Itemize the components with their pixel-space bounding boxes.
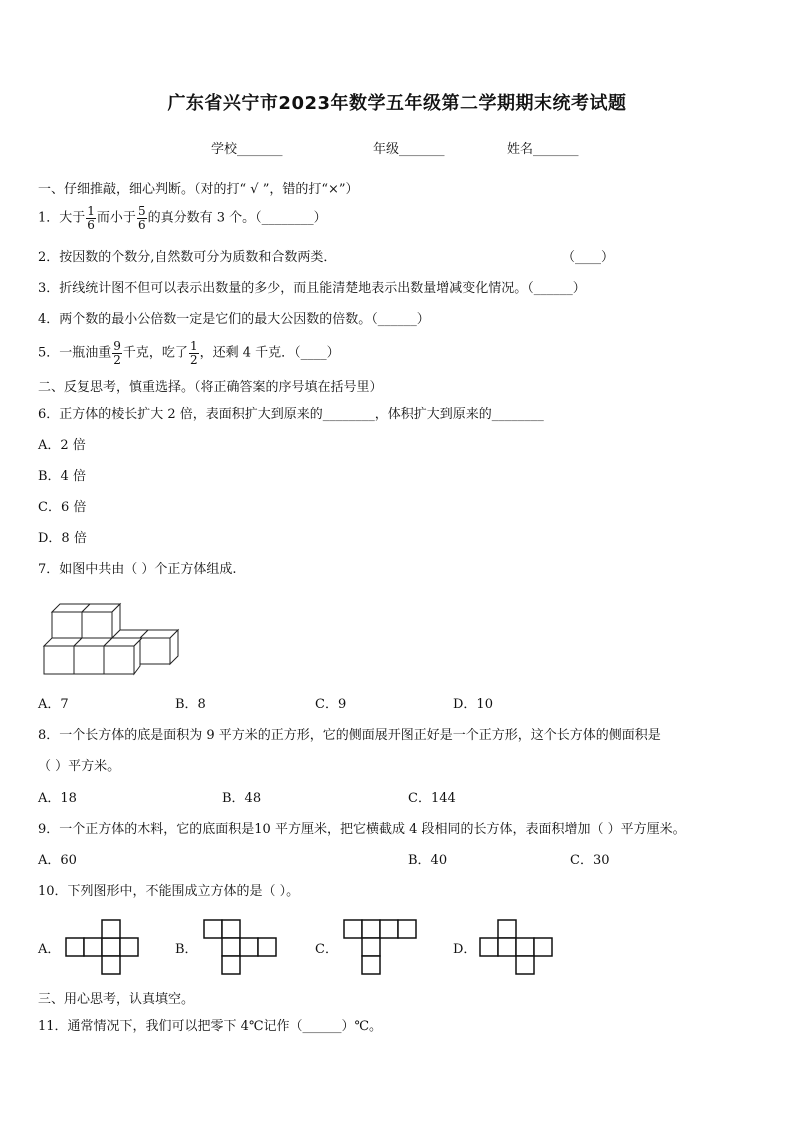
question-2-blank: （____） — [562, 250, 615, 265]
name-field: 姓名_______ — [507, 142, 579, 157]
q10-option-d: D． — [453, 942, 477, 957]
q7-option-d: D．10 — [453, 697, 493, 712]
question-6: 6．正方体的棱长扩大 2 倍，表面积扩大到原来的________，体积扩大到原来的________ — [38, 407, 544, 422]
question-3: 3．折线统计图不但可以表示出数量的多少，而且能清楚地表示出数量增减变化情况。（______） — [38, 281, 586, 296]
question-10: 10．下列图形中，不能围成立方体的是（ ）。 — [38, 884, 300, 899]
grade-field: 年级_______ — [373, 142, 445, 157]
question-4: 4．两个数的最小公倍数一定是它们的最大公因数的倍数。（______） — [38, 312, 430, 327]
question-1: 1．大于 $\frac{1}{6}$ 而小于 $\frac{5}{6}$ 的真分数有 3 个。（________） — [38, 204, 327, 232]
question-9: 9．一个正方体的木料，它的底面积是10 平方厘米，把它横截成 4 段相同的长方体，表面积增加（ ）平方厘米。 — [38, 822, 686, 837]
q8-option-c: C．144 — [408, 791, 456, 806]
cube-stack-figure — [40, 600, 185, 678]
cube-net-b — [202, 918, 282, 980]
page-title: 广东省兴宁市2023年数学五年级第二学期期末统考试题 — [167, 93, 627, 114]
question-11: 11．通常情况下，我们可以把零下 4℃记作（______）℃。 — [38, 1019, 383, 1034]
question-8-line2: （ ）平方米。 — [38, 759, 121, 774]
fraction-5-6: $\frac{5}{6}$ — [137, 204, 146, 232]
question-2: 2．按因数的个数分,自然数可分为质数和合数两类． — [38, 250, 337, 265]
q10-option-c: C． — [315, 942, 338, 957]
fraction-9-2: $\frac{9}{2}$ — [113, 339, 121, 367]
q6-option-b: B．4 倍 — [38, 469, 86, 484]
school-field: 学校_______ — [211, 142, 283, 157]
q7-option-c: C．9 — [315, 697, 347, 712]
cube-net-d — [478, 918, 560, 980]
fraction-1-2: $\frac{1}{2}$ — [189, 339, 198, 367]
section3-heading: 三、用心思考，认真填空。 — [38, 992, 195, 1007]
q9-option-a: A．60 — [38, 853, 77, 868]
section1-heading: 一、仔细推敲，细心判断。（对的打“ √ ”，错的打“×”） — [38, 182, 359, 197]
section2-heading: 二、反复思考，慎重选择。（将正确答案的序号填在括号里） — [38, 380, 383, 395]
fraction-1-6: $\frac{1}{6}$ — [87, 204, 95, 232]
q7-option-b: B．8 — [175, 697, 206, 712]
q7-option-a: A．7 — [38, 697, 69, 712]
cube-net-a — [64, 918, 144, 978]
question-7: 7．如图中共由（ ）个正方体组成. — [38, 562, 237, 577]
question-5: 5．一瓶油重 $\frac{9}{2}$ 千克，吃了 $\frac{1}{2}$ ，还剩 4 千克．（____） — [38, 339, 340, 367]
q10-option-b: B． — [175, 942, 198, 957]
q6-option-a: A．2 倍 — [38, 438, 86, 453]
q9-option-c: C．30 — [570, 853, 610, 868]
q8-option-b: B．48 — [222, 791, 262, 806]
cube-net-c — [342, 918, 422, 980]
q8-option-a: A．18 — [38, 791, 77, 806]
q9-option-b: B．40 — [408, 853, 448, 868]
q6-option-d: D．8 倍 — [38, 531, 87, 546]
q6-option-c: C．6 倍 — [38, 500, 87, 515]
question-8-line1: 8．一个长方体的底是面积为 9 平方米的正方形，它的侧面展开图正好是一个正方形，这个长方体的侧面积是 — [38, 728, 661, 743]
q10-option-a: A． — [38, 942, 61, 957]
